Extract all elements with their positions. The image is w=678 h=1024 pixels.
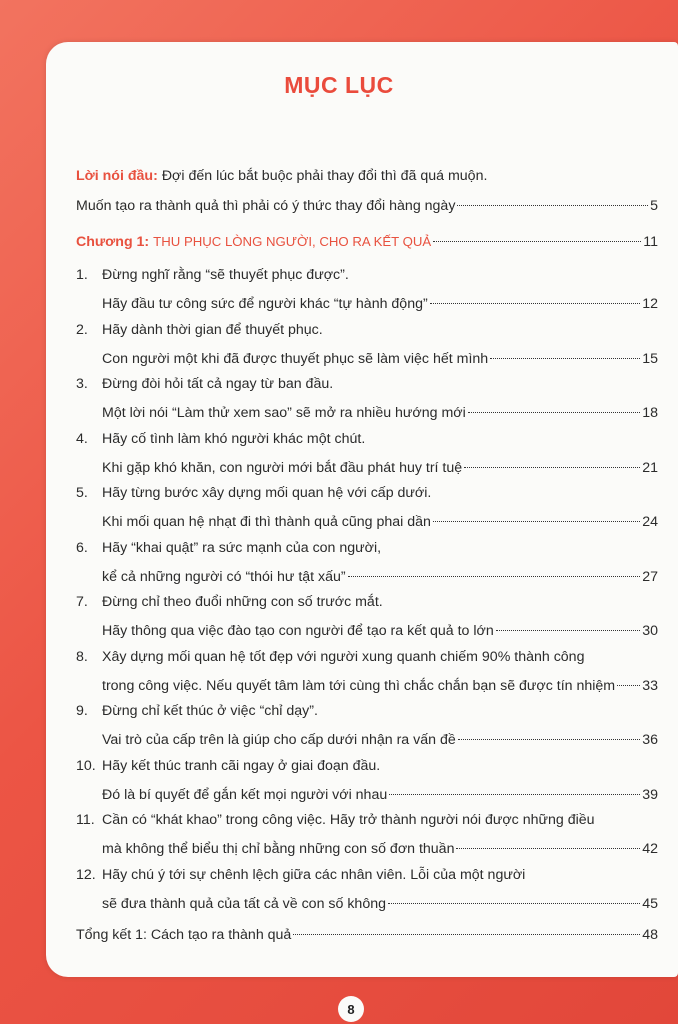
foreword-line-2[interactable] — [76, 198, 658, 220]
item-subheading: trong công việc. Nếu quyết tâm làm tới cùng thì chắc chắn bạn sẽ được tín nhiệm — [102, 677, 616, 694]
toc-item-line-2[interactable] — [102, 405, 658, 427]
item-subheading: Vai trò của cấp trên là giúp cho cấp dưới nhận ra vấn đề — [102, 732, 456, 748]
foreword-line-1[interactable] — [76, 168, 658, 190]
item-page: 21 — [642, 459, 658, 476]
leader-dots — [617, 685, 640, 686]
toc-item-line-2[interactable] — [102, 678, 658, 700]
item-number: 3. — [76, 376, 88, 392]
leader-dots — [389, 794, 640, 795]
toc-item-line-1[interactable] — [76, 540, 658, 562]
item-heading: Hãy chú ý tới sự chênh lệch giữa các nhân viên. Lỗi của một người — [102, 866, 526, 883]
foreword-text-2: Muốn tạo ra thành quả thì phải có ý thức thay đổi hàng ngày — [76, 198, 456, 214]
toc-item-line-2[interactable] — [102, 569, 658, 591]
leader-dots — [496, 630, 641, 631]
toc-item-line-1[interactable] — [76, 376, 658, 398]
leader-dots — [457, 205, 648, 206]
foreword-text-1: Đợi đến lúc bắt buộc phải thay đổi thì đã quá muộn. — [161, 168, 488, 184]
item-subheading: sẽ đưa thành quả của tất cả về con số không — [102, 895, 386, 912]
item-subheading: Đó là bí quyết để gắn kết mọi người với nhau — [102, 786, 388, 803]
toc-item-line-2[interactable] — [102, 460, 658, 482]
toc-item-line-1[interactable] — [76, 485, 658, 507]
item-heading: Đừng đòi hỏi tất cả ngay từ ban đầu. — [102, 376, 334, 392]
item-number: 1. — [76, 267, 88, 283]
toc-item-line-1[interactable] — [76, 594, 658, 616]
foreword-label: Lời nói đầu: — [76, 168, 158, 184]
toc-item-line-2[interactable] — [102, 896, 658, 918]
item-page: 42 — [642, 841, 658, 857]
leader-dots — [430, 303, 641, 304]
item-number: 7. — [76, 594, 88, 610]
item-page: 27 — [642, 568, 658, 585]
toc-item-line-1[interactable] — [76, 649, 658, 671]
toc-item-line-2[interactable] — [102, 787, 658, 809]
item-subheading: Khi gặp khó khăn, con người mới bắt đầu phát huy trí tuệ — [102, 459, 463, 476]
toc-item-line-1[interactable] — [76, 703, 658, 725]
item-page: 18 — [642, 405, 658, 421]
item-page: 39 — [642, 786, 658, 803]
item-heading: Xây dựng mối quan hệ tốt đẹp với người xung quanh chiếm 90% thành công — [102, 648, 585, 665]
leader-dots — [348, 576, 641, 577]
toc-item-line-2[interactable] — [102, 514, 658, 536]
item-page: 36 — [642, 732, 658, 748]
item-number: 10. — [76, 757, 96, 774]
item-heading: Đừng chỉ theo đuổi những con số trước mắt. — [102, 594, 383, 610]
foreword-page: 5 — [650, 198, 658, 214]
item-page: 45 — [642, 895, 658, 912]
item-number: 5. — [76, 485, 88, 501]
item-page: 33 — [642, 677, 658, 694]
item-heading: Đừng nghĩ rằng “sẽ thuyết phục được”. — [102, 267, 349, 283]
leader-dots — [293, 934, 640, 935]
chapter-label: Chương 1: — [76, 234, 150, 250]
item-number: 8. — [76, 648, 88, 665]
item-subheading: Hãy đầu tư công sức để người khác “tự hành động” — [102, 296, 428, 312]
toc-item-line-2[interactable] — [102, 623, 658, 645]
page-title: MỤC LỤC — [284, 72, 394, 98]
leader-dots — [433, 521, 640, 522]
leader-dots — [388, 903, 640, 904]
item-heading: Đừng chỉ kết thúc ở việc “chỉ dạy”. — [102, 703, 318, 719]
leader-dots — [458, 739, 640, 740]
toc-item-line-2[interactable] — [102, 732, 658, 754]
item-page: 30 — [642, 623, 658, 639]
item-number: 12. — [76, 866, 96, 883]
item-subheading: Khi mối quan hệ nhạt đi thì thành quả cũng phai dần — [102, 514, 431, 530]
toc-item-line-1[interactable] — [76, 267, 658, 289]
item-number: 2. — [76, 321, 88, 338]
item-subheading: kể cả những người có “thói hư tật xấu” — [102, 568, 346, 585]
leader-dots — [464, 467, 640, 468]
item-subheading: Một lời nói “Làm thử xem sao” sẽ mở ra nhiều hướng mới — [102, 405, 466, 421]
item-number: 9. — [76, 703, 88, 719]
toc-item-line-1[interactable] — [76, 431, 658, 453]
toc-item-line-1[interactable] — [76, 322, 658, 344]
leader-dots — [433, 241, 641, 242]
item-heading: Hãy dành thời gian để thuyết phục. — [102, 321, 323, 338]
item-page: 24 — [642, 514, 658, 530]
item-page: 12 — [642, 296, 658, 312]
item-subheading: Con người một khi đã được thuyết phục sẽ làm việc hết mình — [102, 350, 489, 367]
toc-item-line-2[interactable] — [102, 841, 658, 863]
toc-item-line-1[interactable] — [76, 812, 658, 834]
item-subheading: mà không thể biểu thị chỉ bằng những con số đơn thuần — [102, 841, 455, 857]
item-heading: Cần có “khát khao” trong công việc. Hãy trở thành người nói được những điều — [102, 812, 595, 828]
toc-item-line-2[interactable] — [102, 296, 658, 318]
leader-dots — [490, 358, 640, 359]
chapter-page: 11 — [643, 234, 658, 250]
item-heading: Hãy cố tình làm khó người khác một chút. — [102, 430, 366, 447]
summary-text: Tổng kết 1: Cách tạo ra thành quả — [76, 927, 292, 943]
chapter-title: THU PHỤC LÒNG NGƯỜI, CHO RA KẾT QUẢ — [153, 234, 432, 249]
item-number: 6. — [76, 539, 88, 556]
toc-item-line-2[interactable] — [102, 351, 658, 373]
toc-item-line-1[interactable] — [76, 867, 658, 889]
item-heading: Hãy kết thúc tranh cãi ngay ở giai đoạn đầu. — [102, 757, 381, 774]
item-subheading: Hãy thông qua việc đào tạo con người để tạo ra kết quả to lớn — [102, 623, 494, 639]
leader-dots — [456, 848, 640, 849]
summary-page: 48 — [642, 927, 658, 943]
item-heading: Hãy “khai quật” ra sức mạnh của con người, — [102, 539, 382, 556]
toc-item-line-1[interactable] — [76, 758, 658, 780]
leader-dots — [468, 412, 640, 413]
page-number: 8 — [338, 996, 364, 1022]
summary-entry[interactable] — [76, 927, 658, 949]
item-heading: Hãy từng bước xây dựng mối quan hệ với cấp dưới. — [102, 485, 432, 501]
chapter-1-entry[interactable] — [76, 234, 658, 256]
item-number: 4. — [76, 430, 88, 447]
item-number: 11. — [76, 812, 95, 828]
item-page: 15 — [642, 350, 658, 367]
